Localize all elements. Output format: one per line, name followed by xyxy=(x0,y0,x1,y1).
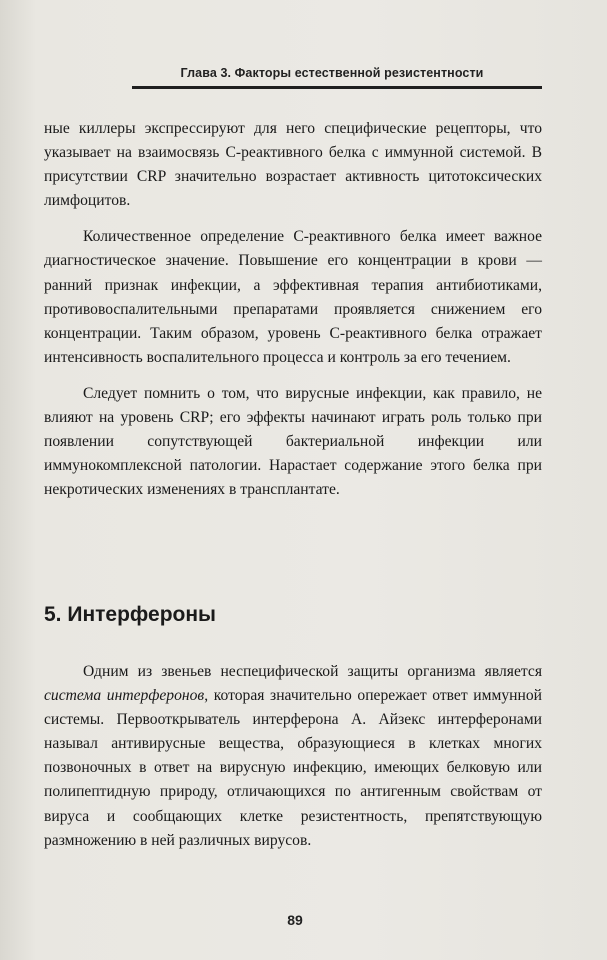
header-rule xyxy=(132,86,542,89)
body-text xyxy=(44,117,542,514)
paragraph-text: Одним из звеньев неспецифической защиты организма является xyxy=(83,663,542,680)
italic-term: система интерферонов xyxy=(44,687,205,705)
running-head: Глава 3. Факторы естественной резистентности xyxy=(180,66,484,80)
section-heading: 5. Интерфероны xyxy=(44,603,216,626)
page-number: 89 xyxy=(287,912,303,928)
paragraph: Количественное определение С-реактивного белка имеет важное диагностическое значение. Повышение его концентрации в крови — ранний признак инфекции, а эффективная терапия антибиотиками, противовоспалительными препаратами проявляется снижением его концентрации. Таким образом, уровень С-реактивного белка отражает интенсивность воспалительного процесса и контроль за его течением. xyxy=(44,228,542,366)
section-body xyxy=(44,660,542,853)
paragraph: Следует помнить о том, что вирусные инфекции, как правило, не влияют на уровень CRP; его эффекты начинают играть роль только при появлении сопутствующей бактериальной инфекции или иммунокомплексной патологии. Нарастает содержание этого белка при некротических изменениях в трансплантате. xyxy=(44,384,542,499)
paragraph: ные киллеры экспрессируют для него специфические рецепторы, что указывает на взаимосвязь С-реактивного белка с иммунной системой. В присутствии CRP значительно возрастает активность цитотоксических лимфоцитов. xyxy=(44,120,542,210)
paragraph xyxy=(44,660,542,853)
paragraph-text: , которая значительно опережает ответ иммунной системы. Первооткрыватель интерферона А. Айзекс интерферонами называл антивирусные вещества, образующиеся в клетках многих позвоночных в ответ на вирусную инфекцию, имеющих белковую или полипептидную природу, отличающихся по антигенным свойствам от вируса и сообщающих клетке резистентность, препятствующую размножению в ней различных вирусов. xyxy=(44,687,542,849)
